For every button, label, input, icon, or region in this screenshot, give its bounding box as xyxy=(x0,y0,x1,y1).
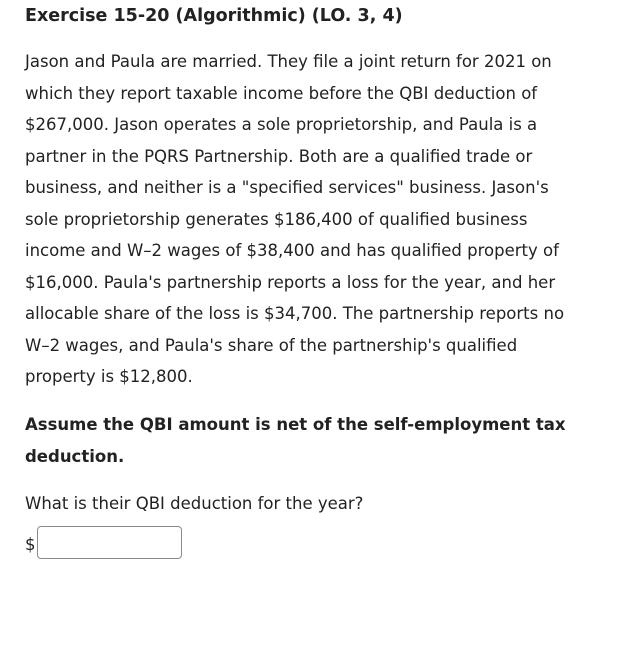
currency-symbol: $ xyxy=(25,534,36,554)
exercise-title: Exercise 15-20 (Algorithmic) (LO. 3, 4) xyxy=(25,6,403,26)
problem-statement xyxy=(25,46,625,393)
problem-line: $16,000. Paula's partnership reports a loss for the year, and her xyxy=(25,272,556,292)
problem-line: property is $12,800. xyxy=(25,367,193,386)
problem-line: W–2 wages, and Paula's share of the partnership's qualified xyxy=(25,335,518,355)
assumption-line: deduction. xyxy=(25,446,125,466)
assumption-note xyxy=(25,409,625,472)
problem-line: which they report taxable income before the QBI deduction of xyxy=(25,83,538,103)
problem-line: income and W–2 wages of $38,400 and has qualified property of xyxy=(25,241,559,260)
answer-row xyxy=(25,525,182,559)
problem-line: sole proprietorship generates $186,400 of qualified business xyxy=(25,209,528,229)
assumption-line: Assume the QBI amount is net of the self-employment tax xyxy=(25,415,566,434)
problem-line: partner in the PQRS Partnership. Both are a qualified trade or xyxy=(25,146,533,166)
qbi-deduction-input[interactable] xyxy=(37,526,182,559)
problem-line: Jason and Paula are married. They file a joint return for 2021 on xyxy=(25,52,552,71)
question-text: What is their QBI deduction for the year? xyxy=(25,494,364,513)
problem-line: allocable share of the loss is $34,700. The partnership reports no xyxy=(25,304,565,323)
problem-line: business, and neither is a "specified services" business. Jason's xyxy=(25,178,549,197)
problem-line: $267,000. Jason operates a sole proprietorship, and Paula is a xyxy=(25,115,538,134)
question-prompt xyxy=(25,488,625,520)
